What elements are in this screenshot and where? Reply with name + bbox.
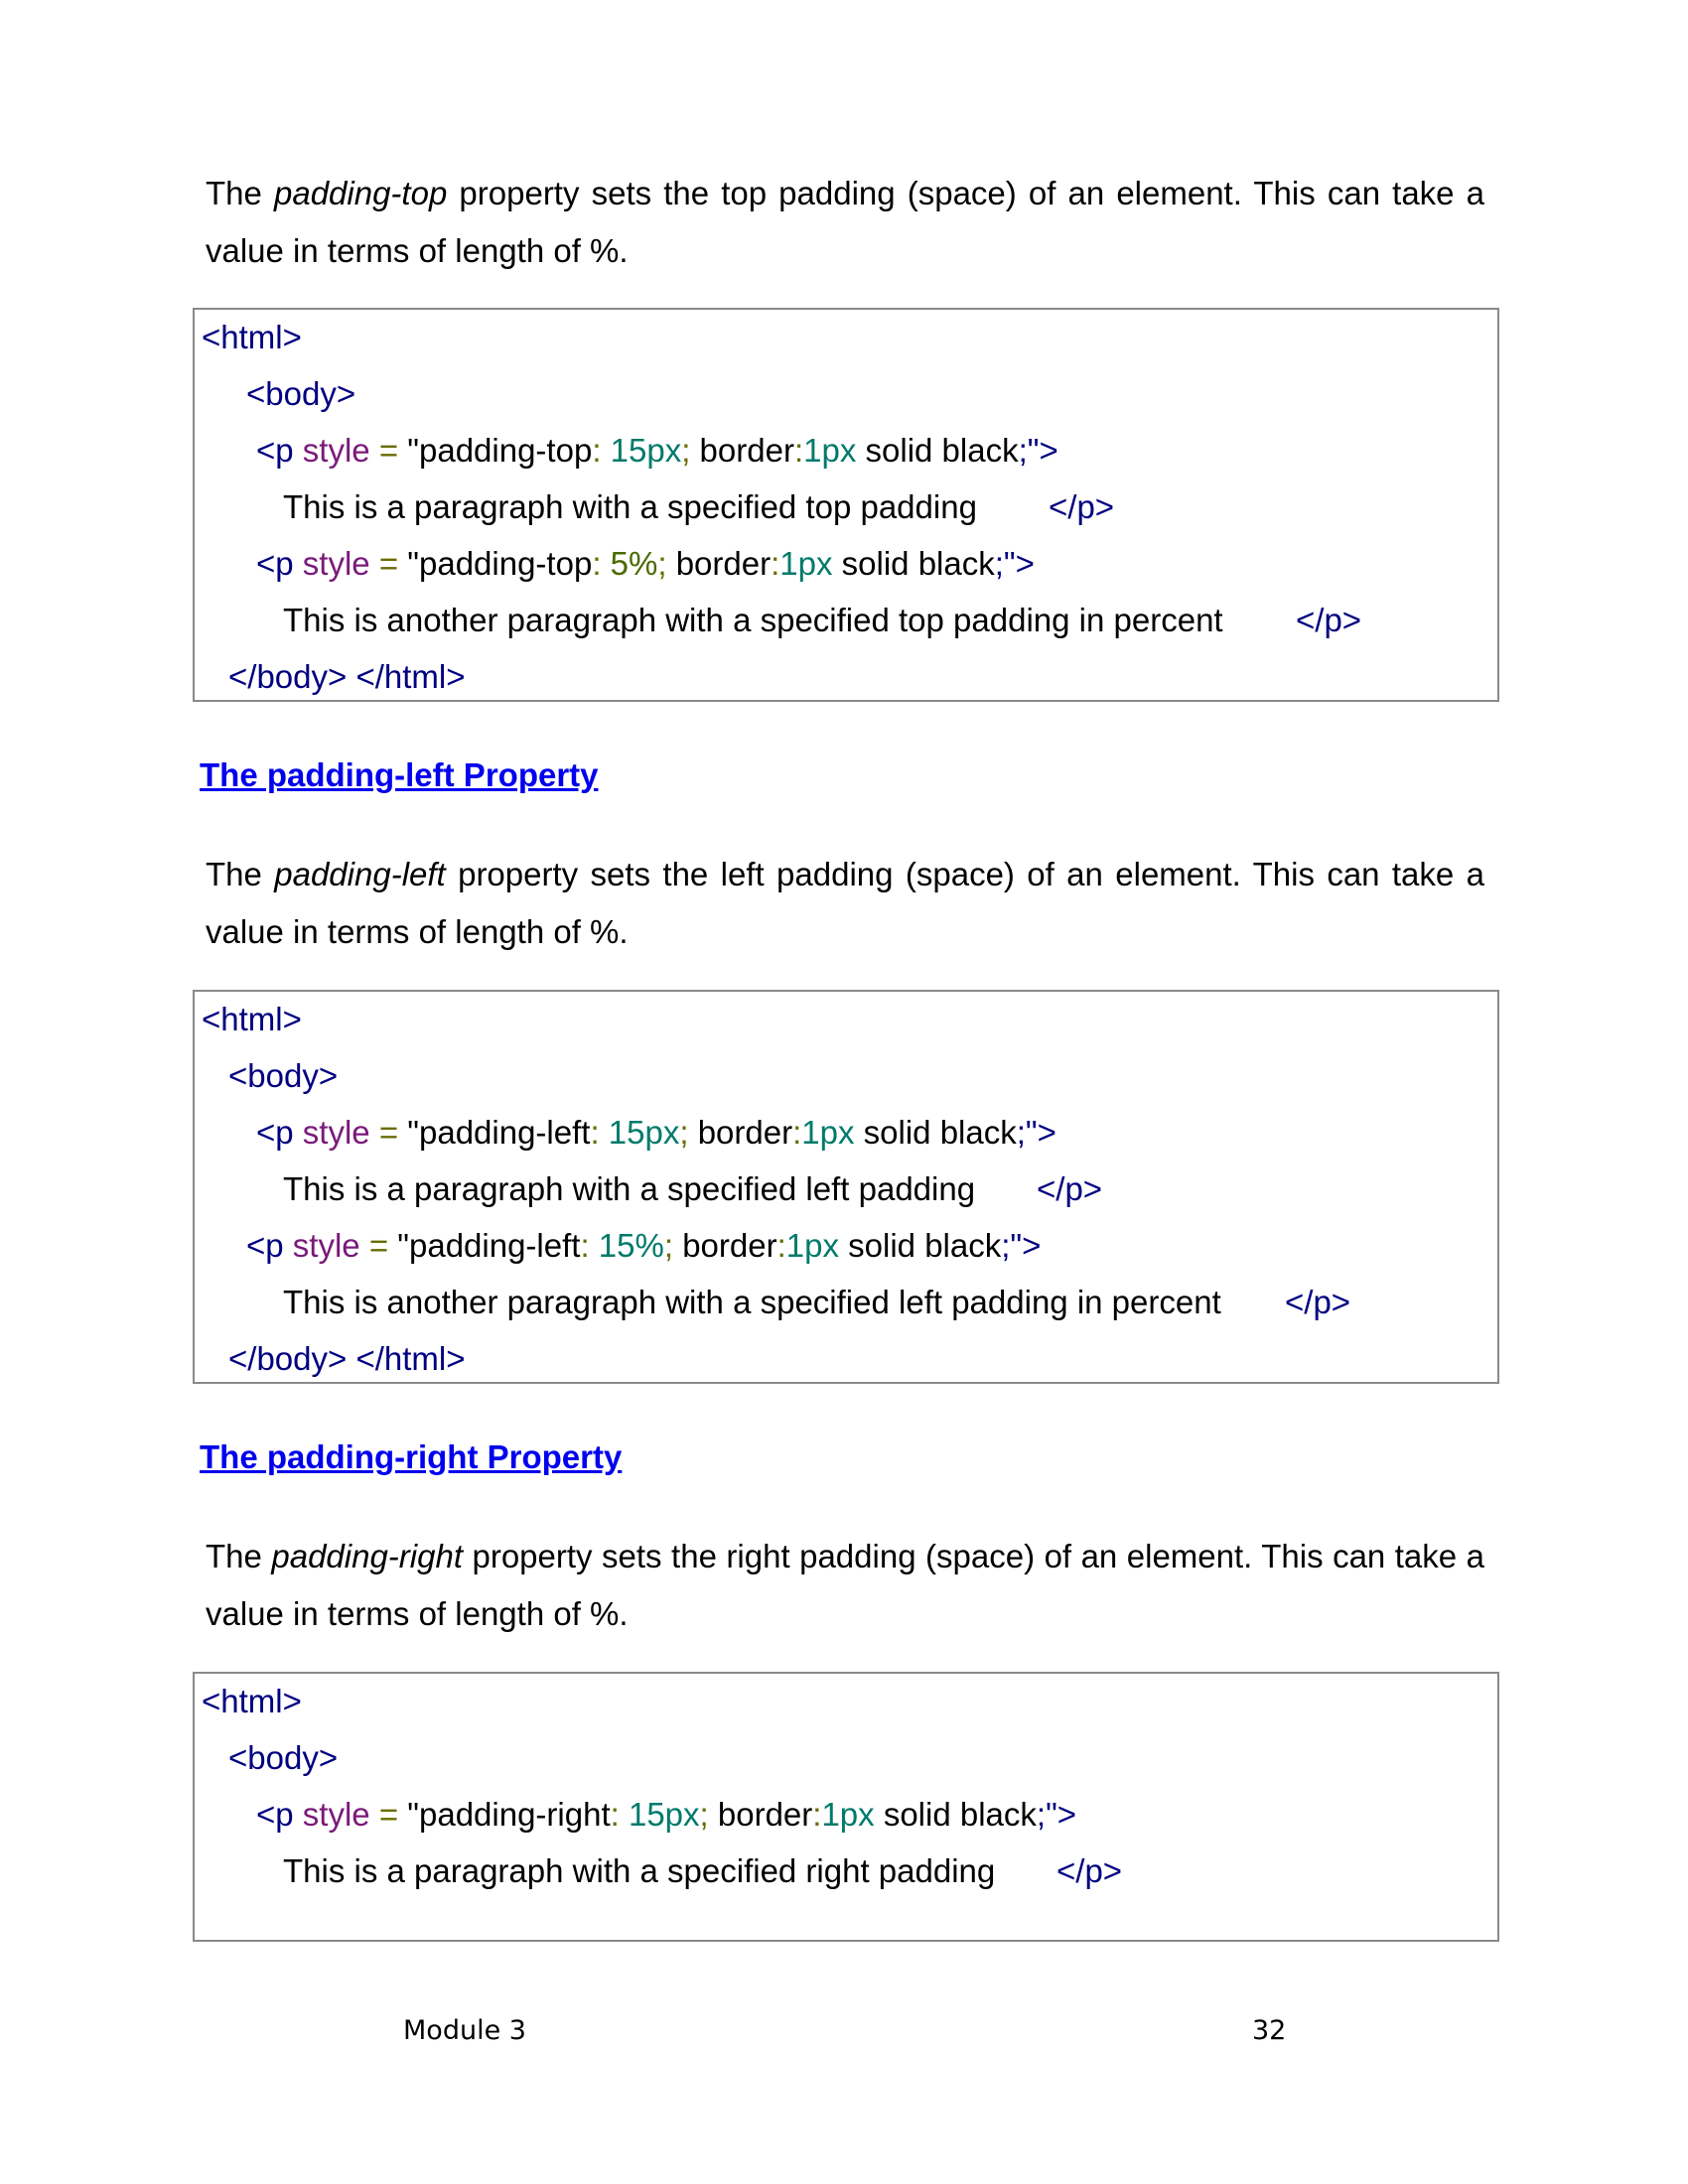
code-p1-open: <p style = "padding-right: 15px; border:1px solid black;"> [256,1796,1077,1833]
code-p2-text: This is another paragraph with a specified top padding in percent [283,602,1223,638]
code-body-open: <body> [228,1739,339,1776]
code-p2-close: </p> [1285,1284,1351,1320]
code-example-padding-top [193,308,1499,702]
code-p1-close: </p> [1056,1852,1123,1889]
code-close-tags: </body> </html> [228,1340,466,1377]
code-p2-open: <p style = "padding-top: 5%; border:1px solid black;"> [256,545,1035,582]
code-p1-open: <p style = "padding-top: 15px; border:1px solid black;"> [256,432,1058,469]
code-p1-close: </p> [1049,488,1115,525]
code-example-padding-left [193,990,1499,1384]
footer-page-number: 32 [1252,2015,1287,2046]
intro-padding-right: The padding-right property sets the right padding (space) of an element. This can take a value in terms of length of %. [206,1538,1484,1632]
code-html-open: <html> [202,1001,302,1037]
code-p1-open: <p style = "padding-left: 15px; border:1px solid black;"> [256,1114,1056,1151]
code-example-padding-right [193,1672,1499,1942]
term-padding-left: padding-left [274,856,446,892]
code-p2-close: </p> [1296,602,1362,638]
code-p1-text: This is a paragraph with a specified top padding [283,488,977,525]
code-body-open: <body> [246,375,356,412]
term-padding-top: padding-top [273,175,448,211]
code-html-open: <html> [202,1683,302,1719]
code-p2-open: <p style = "padding-left: 15%; border:1px solid black;"> [246,1227,1042,1264]
code-body-open: <body> [228,1057,339,1094]
footer-module-label: Module 3 [403,2015,526,2046]
term-padding-right: padding-right [271,1538,463,1574]
code-p1-text: This is a paragraph with a specified left padding [283,1170,976,1207]
code-p1-text: This is a paragraph with a specified right padding [283,1852,996,1889]
code-close-tags: </body> </html> [228,658,466,695]
intro-padding-left: The padding-left property sets the left padding (space) of an element. This can take a value in terms of length of %. [206,856,1484,950]
code-p1-close: </p> [1037,1170,1103,1207]
intro-padding-top: The padding-top property sets the top padding (space) of an element. This can take a value in terms of length of %. [206,175,1484,269]
code-html-open: <html> [202,319,302,355]
heading-padding-left: The padding-left Property [200,756,599,793]
code-p2-text: This is another paragraph with a specified left padding in percent [283,1284,1221,1320]
heading-padding-right: The padding-right Property [200,1438,623,1475]
